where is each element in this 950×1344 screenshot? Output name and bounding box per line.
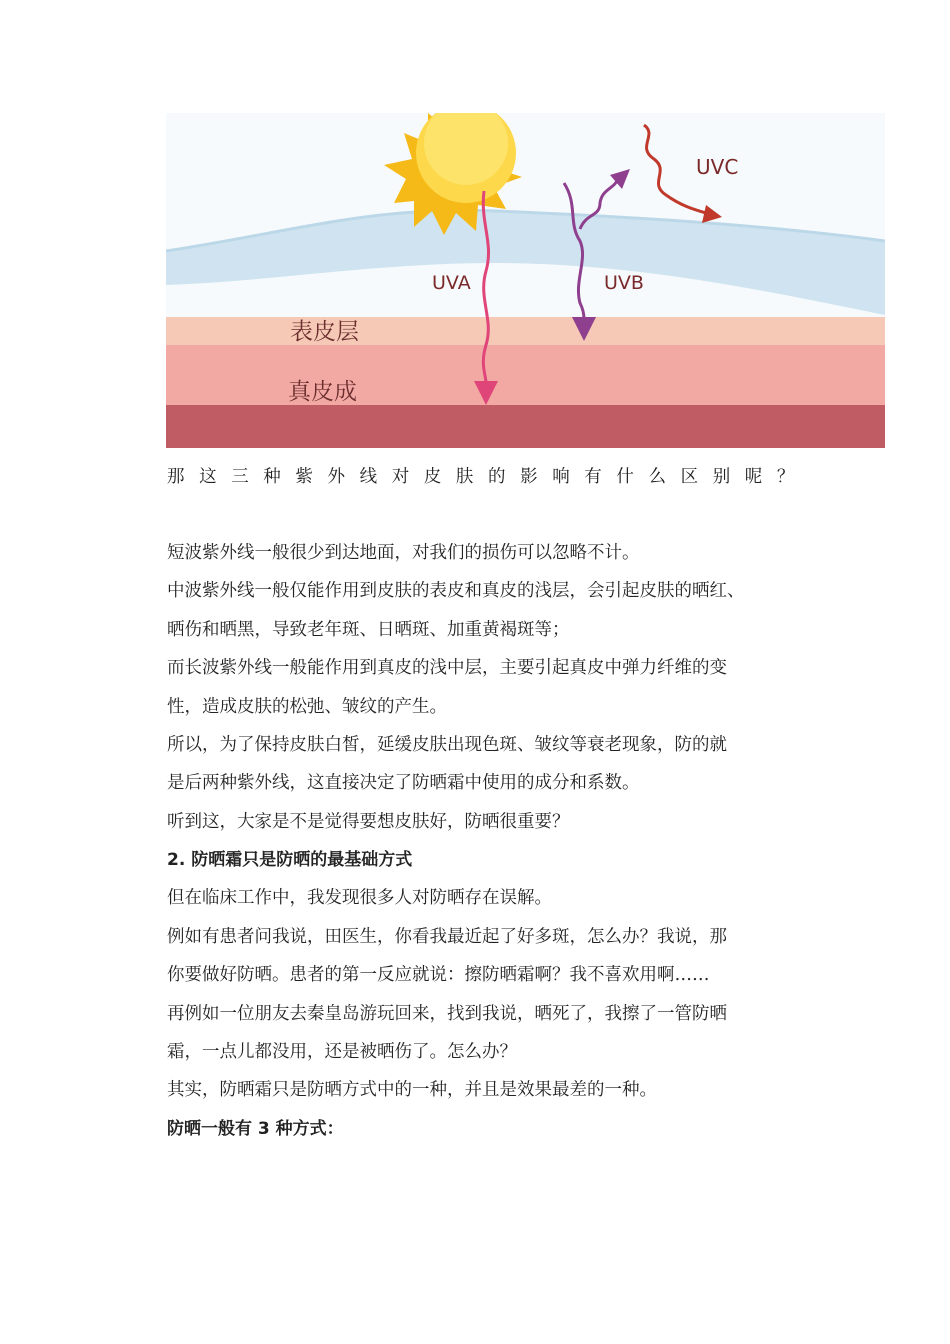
subsection-heading: 防晒一般有 3 种方式： xyxy=(167,1119,344,1139)
paragraph-line: 听到这，大家是不是觉得要想皮肤好，防晒很重要？ xyxy=(167,812,570,832)
epidermis-label: 表皮层 xyxy=(290,319,359,345)
paragraph-line: 所以，为了保持皮肤白皙，延缓皮肤出现色斑、皱纹等衰老现象，防的就 xyxy=(167,735,727,755)
uvc-label: UVC xyxy=(696,155,739,179)
paragraph-line: 其实，防晒霜只是防晒方式中的一种，并且是效果最差的一种。 xyxy=(167,1080,657,1100)
paragraph-line: 中波紫外线一般仅能作用到皮肤的表皮和真皮的浅层，会引起皮肤的晒红、 xyxy=(167,581,745,601)
paragraph-line: 是后两种紫外线，这直接决定了防晒霜中使用的成分和系数。 xyxy=(167,773,640,793)
paragraph-line: 性，造成皮肤的松弛、皱纹的产生。 xyxy=(167,697,447,717)
subcutis-layer xyxy=(166,405,885,448)
paragraph-line: 但在临床工作中，我发现很多人对防晒存在误解。 xyxy=(167,888,552,908)
paragraph-line: 你要做好防晒。患者的第一反应就说：擦防晒霜啊？我不喜欢用啊…… xyxy=(167,965,710,985)
figure-caption: 那这三种紫外线对皮肤的影响有什么区别呢？ xyxy=(167,467,809,487)
paragraph-line: 再例如一位朋友去秦皇岛游玩回来，找到我说，晒死了，我擦了一管防晒 xyxy=(167,1004,727,1024)
section-heading: 2. 防晒霜只是防晒的最基础方式 xyxy=(167,850,413,870)
epidermis-layer xyxy=(166,317,885,345)
uvb-label: UVB xyxy=(604,272,644,294)
uva-label: UVA xyxy=(432,272,471,294)
uv-skin-diagram xyxy=(166,113,885,448)
uv-diagram-svg xyxy=(166,113,885,448)
paragraph-line: 短波紫外线一般很少到达地面，对我们的损伤可以忽略不计。 xyxy=(167,543,640,563)
paragraph-line: 例如有患者问我说，田医生，你看我最近起了好多斑，怎么办？我说，那 xyxy=(167,927,727,947)
paragraph-line: 晒伤和晒黑，导致老年斑、日晒斑、加重黄褐斑等； xyxy=(167,620,570,640)
dermis-layer xyxy=(166,345,885,405)
paragraph-line: 霜，一点儿都没用，还是被晒伤了。怎么办？ xyxy=(167,1042,517,1062)
dermis-label: 真皮成 xyxy=(288,379,357,405)
paragraph-line: 而长波紫外线一般能作用到真皮的浅中层，主要引起真皮中弹力纤维的变 xyxy=(167,658,727,678)
